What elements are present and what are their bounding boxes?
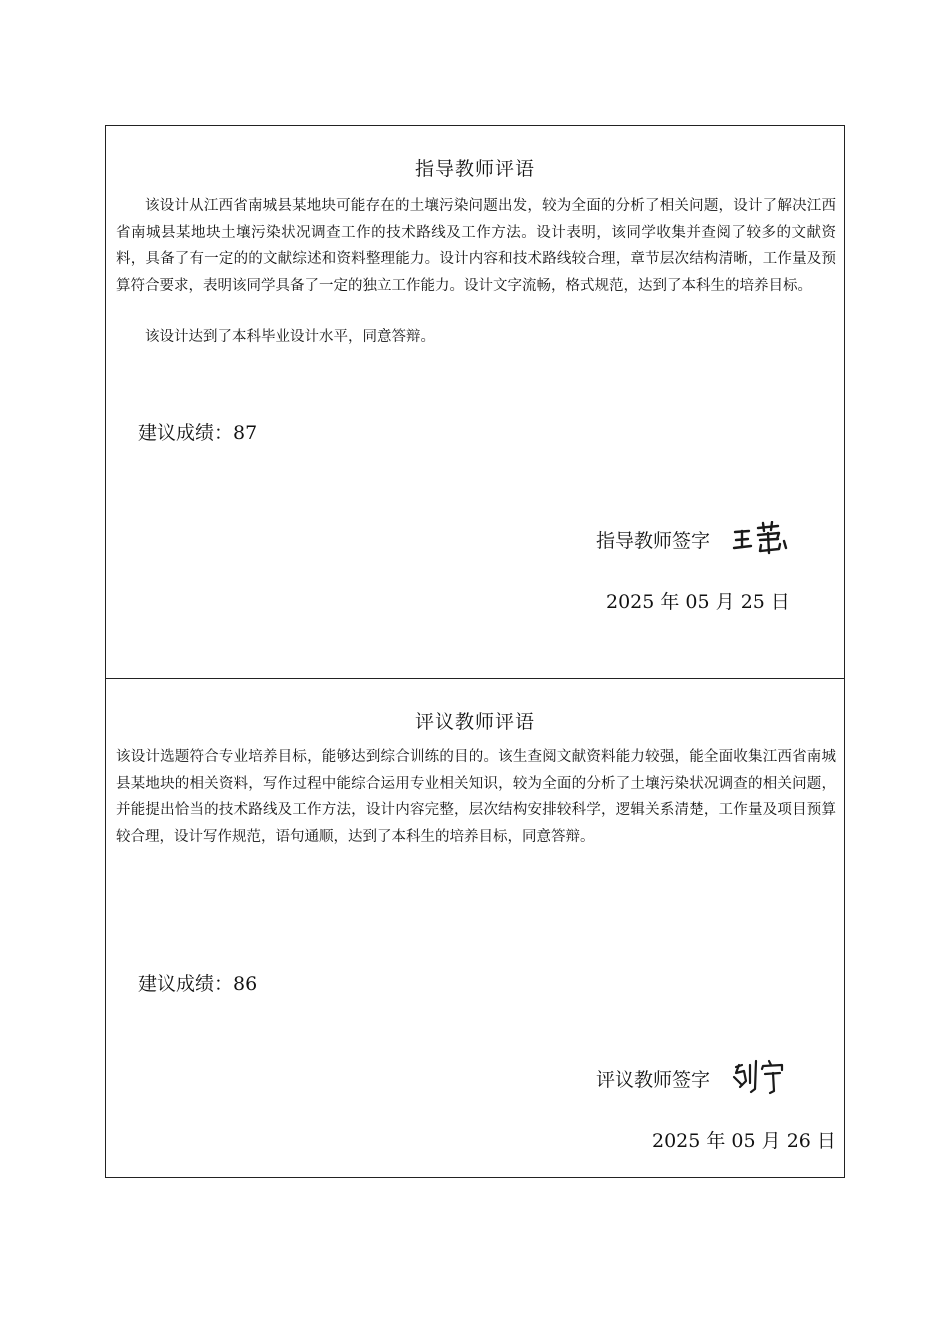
reviewer-comment-paragraph: 该设计选题符合专业培养目标，能够达到综合训练的目的。该生查阅文献资料能力较强，能全面收集江西省南城县某地块的相关资料，写作过程中能综合运用专业相关知识，较为全面的分析了土壤污染状况调查的相关问题，并能提出恰当的技术路线及工作方法，设计内容完整，层次结构安排较科学，逻辑关系清楚，工作量及项目预算较合理，设计写作规范，语句通顺，达到了本科生的培养目标，同意答辩。 (116, 749, 836, 845)
advisor-comment-paragraph-2: 该设计达到了本科毕业设计水平，同意答辩。 (145, 329, 435, 345)
reviewer-grade-label: 建议成绩： (138, 973, 234, 995)
reviewer-handwritten-signature (732, 1059, 788, 1097)
reviewer-grade-value: 86 (233, 973, 258, 995)
advisor-date: 2025 年 05 月 25 日 (606, 591, 790, 613)
advisor-comment-section (106, 126, 844, 679)
advisor-comment-paragraph-1: 该设计从江西省南城县某地块可能存在的土壤污染问题出发，较为全面的分析了相关问题，设计了解决江西省南城县某地块土壤污染状况调查工作的技术路线及工作方法。设计表明，该同学收集并查阅了较多的文献资料，具备了有一定的的文献综述和资料整理能力。设计内容和技术路线较合理，章节层次结构清晰，工作量及预算符合要求，表明该同学具备了一定的独立工作能力。设计文字流畅，格式规范，达到了本科生的培养目标。 (116, 198, 836, 294)
advisor-grade (138, 418, 257, 445)
reviewer-comment-section (106, 679, 844, 1177)
advisor-section-title: 指导教师评语 (414, 158, 535, 180)
reviewer-signature-label: 评议教师签字 (596, 1068, 711, 1091)
advisor-signature-label: 指导教师签字 (596, 529, 711, 552)
reviewer-date: 2025 年 05 月 26 日 (652, 1130, 836, 1152)
reviewer-signature-row (596, 1059, 788, 1097)
evaluation-form (105, 125, 845, 1178)
reviewer-grade (138, 969, 257, 996)
reviewer-section-title: 评议教师评语 (414, 711, 535, 733)
advisor-signature-row (596, 521, 788, 557)
advisor-handwritten-signature (732, 521, 788, 557)
advisor-grade-value: 87 (233, 422, 258, 444)
advisor-grade-label: 建议成绩： (138, 422, 234, 444)
